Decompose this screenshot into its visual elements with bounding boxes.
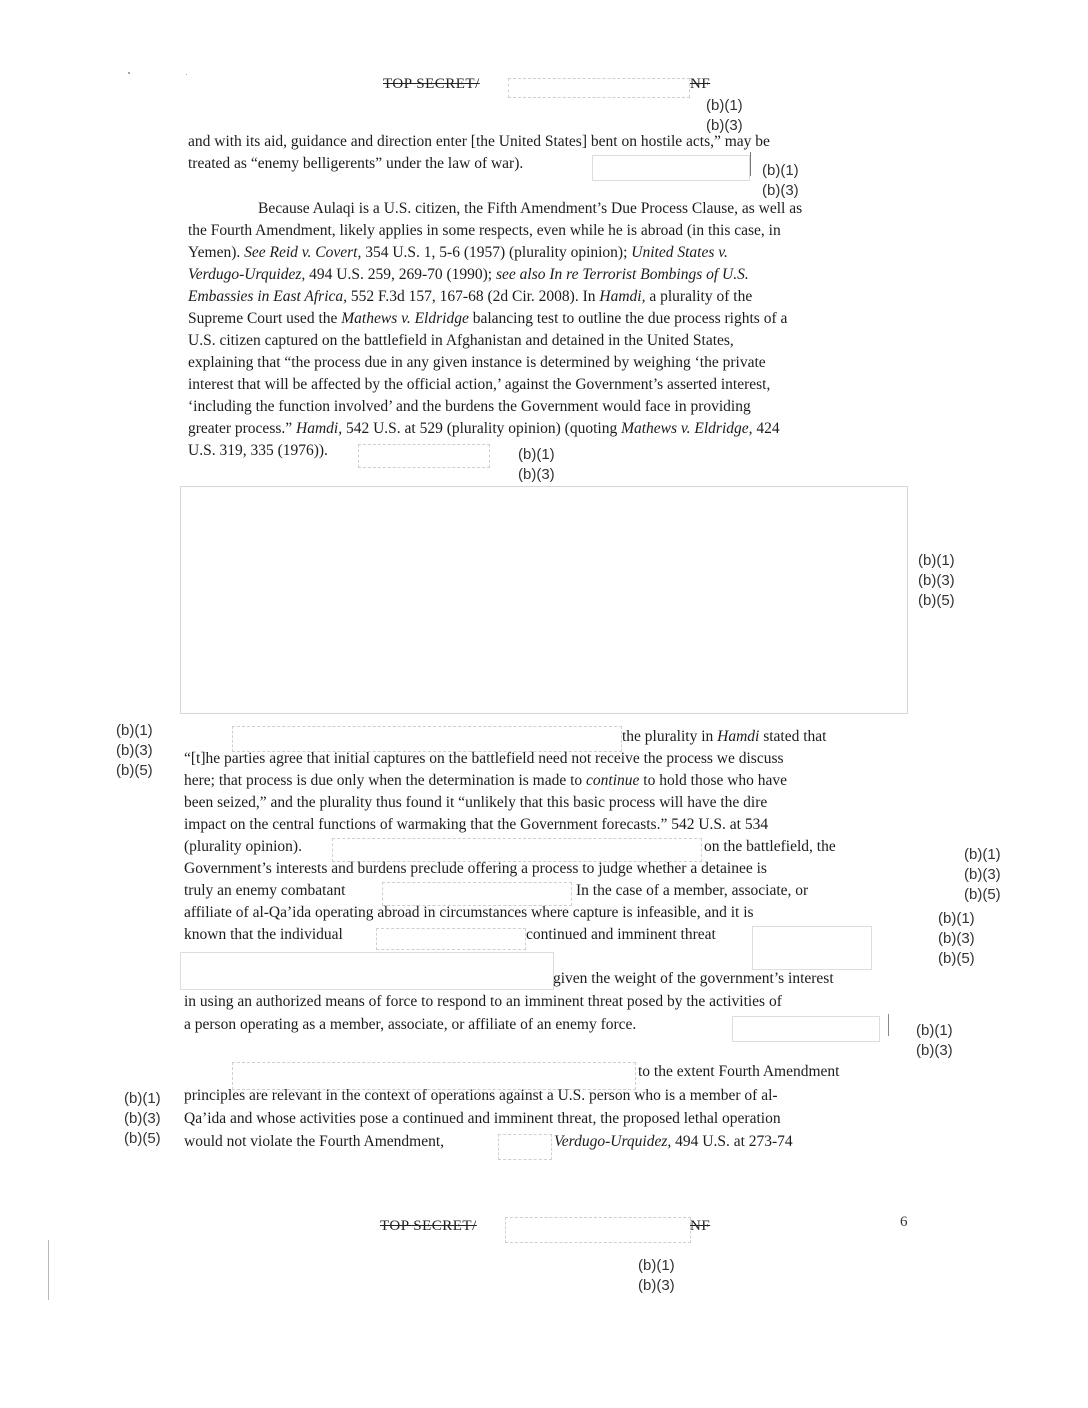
text-span: here; that process is due only when the determination is made to	[184, 772, 583, 789]
exemption-code: (b)(3)	[706, 117, 743, 134]
text-span: the plurality in	[622, 728, 714, 745]
text-line: a person operating as a member, associate, or affiliate of an enemy force.	[184, 1016, 637, 1033]
case-citation: United States v.	[631, 244, 728, 261]
text-line: In the case of a member, associate, or	[576, 882, 809, 899]
exemption-code: (b)(1)	[638, 1257, 675, 1274]
text-line: treated as “enemy belligerents” under the law of war).	[188, 155, 524, 172]
case-citation: Mathews v. Eldridge	[341, 310, 469, 327]
redaction-box	[592, 155, 750, 181]
text-span: stated that	[763, 728, 827, 745]
exemption-label-p3-left	[116, 721, 153, 781]
text-line: “[t]he parties agree that initial captures on the battlefield need not receive the process we discuss	[184, 750, 784, 767]
text-line: U.S. citizen captured on the battlefield in Afghanistan and detained in the United States,	[188, 332, 734, 349]
exemption-code: (b)(1)	[116, 722, 153, 739]
exemption-code: (b)(3)	[964, 866, 1001, 883]
text-line: Qa’ida and whose activities pose a continued and imminent threat, the proposed lethal operation	[184, 1110, 781, 1127]
exemption-code: (b)(3)	[116, 742, 153, 759]
classification-header	[383, 76, 480, 93]
text-line: and with its aid, guidance and direction enter [the United States] bent on hostile acts,” may be	[188, 133, 770, 150]
case-citation: Verdugo-Urquidez,	[554, 1133, 672, 1150]
exemption-code: (b)(5)	[964, 886, 1001, 903]
exemption-code: (b)(3)	[938, 930, 975, 947]
text-line: impact on the central functions of warmaking that the Government forecasts.” 542 U.S. at 534	[184, 816, 769, 833]
exemption-label-threat	[938, 909, 975, 969]
text-line	[188, 266, 749, 284]
classification-prefix: TOP SECRET/	[380, 1218, 477, 1234]
text-line: continued and imminent threat	[526, 926, 716, 943]
text-line: principles are relevant in the context of operations against a U.S. person who is a member of al-	[184, 1087, 778, 1104]
redaction-box	[232, 726, 622, 752]
text-line: (plurality opinion).	[184, 838, 302, 855]
text-span: Supreme Court used the	[188, 310, 338, 327]
redaction-edge	[750, 152, 751, 176]
text-span: 494 U.S. 259, 269-70 (1990);	[309, 266, 493, 283]
redaction-box	[505, 1217, 691, 1243]
exemption-label-p4-left	[124, 1089, 161, 1149]
text-line	[188, 244, 728, 262]
exemption-code: (b)(5)	[918, 592, 955, 609]
classification-suffix-header	[690, 76, 710, 93]
redaction-box	[332, 838, 702, 862]
scan-speck	[128, 72, 130, 74]
text-span: balancing test to outline the due process rights of a	[472, 310, 788, 327]
exemption-code: (b)(5)	[116, 762, 153, 779]
exemption-code: (b)(5)	[124, 1130, 161, 1147]
case-citation: Mathews v. Eldridge,	[621, 420, 753, 437]
exemption-code: (b)(1)	[706, 97, 743, 114]
text-line: would not violate the Fourth Amendment,	[184, 1133, 445, 1150]
exemption-label-p1	[762, 161, 799, 201]
text-line: explaining that “the process due in any given instance is determined by weighing ‘the private	[188, 354, 766, 371]
exemption-label-footer	[638, 1256, 675, 1296]
exemption-label-p3-right	[964, 845, 1001, 905]
text-line: on the battlefield, the	[704, 838, 836, 855]
redaction-box	[232, 1062, 636, 1090]
redaction-box	[382, 882, 572, 906]
text-line: in using an authorized means of force to respond to an imminent threat posed by the activities of	[184, 993, 782, 1010]
text-span: to hold those who have	[643, 772, 788, 789]
text-span: 424	[756, 420, 780, 437]
exemption-code: (b)(3)	[638, 1277, 675, 1294]
redaction-box	[376, 928, 526, 950]
text-line: Because Aulaqi is a U.S. citizen, the Fifth Amendment’s Due Process Clause, as well as	[258, 200, 803, 217]
exemption-label-p2	[518, 445, 555, 485]
exemption-code: (b)(3)	[916, 1042, 953, 1059]
text-line: U.S. 319, 335 (1976)).	[188, 442, 328, 459]
emphasis: continue	[586, 772, 640, 789]
exemption-code: (b)(3)	[518, 466, 555, 483]
text-line	[622, 728, 827, 746]
exemption-label-header	[706, 96, 743, 136]
exemption-code: (b)(1)	[762, 162, 799, 179]
text-line: Government’s interests and burdens preclude offering a process to judge whether a detainee is	[184, 860, 767, 877]
exemption-code: (b)(5)	[938, 950, 975, 967]
redaction-box	[508, 78, 690, 98]
classification-prefix: TOP SECRET/	[383, 76, 480, 92]
text-line: interest that will be affected by the official action,’ against the Government’s asserted interest,	[188, 376, 771, 393]
exemption-code: (b)(1)	[964, 846, 1001, 863]
exemption-code: (b)(3)	[124, 1110, 161, 1127]
case-citation: See Reid v. Covert,	[244, 244, 362, 261]
text-line	[188, 288, 752, 306]
text-line: been seized,” and the plurality thus found it “unlikely that this basic process will have the dire	[184, 794, 768, 811]
exemption-code: (b)(1)	[918, 552, 955, 569]
exemption-code: (b)(3)	[762, 182, 799, 199]
text-line: affiliate of al-Qa’ida operating abroad in circumstances where capture is infeasible, and it is	[184, 904, 754, 921]
text-line	[554, 1133, 793, 1151]
redaction-box	[752, 926, 872, 970]
redaction-box	[358, 444, 490, 468]
classification-footer	[380, 1218, 477, 1235]
exemption-code: (b)(3)	[918, 572, 955, 589]
exemption-code: (b)(1)	[916, 1022, 953, 1039]
text-span: 354 U.S. 1, 5-6 (1957) (plurality opinion);	[365, 244, 628, 261]
redaction-box	[498, 1134, 552, 1160]
exemption-code: (b)(1)	[124, 1090, 161, 1107]
redaction-block-large	[180, 486, 908, 714]
classification-suffix-footer	[690, 1218, 710, 1235]
case-citation: Hamdi	[717, 728, 760, 745]
case-citation: Hamdi,	[296, 420, 343, 437]
scan-edge-mark	[48, 1240, 49, 1300]
classification-suffix: NF	[690, 1218, 711, 1234]
text-line: the Fourth Amendment, likely applies in some respects, even while he is abroad (in this case, in	[188, 222, 781, 239]
exemption-label-force	[916, 1021, 953, 1061]
case-citation: see also In re Terrorist Bombings of U.S.	[495, 266, 749, 283]
text-line: given the weight of the government’s interest	[553, 970, 834, 987]
redaction-edge	[888, 1014, 889, 1036]
exemption-code: (b)(1)	[938, 910, 975, 927]
text-line	[188, 420, 780, 438]
exemption-code: (b)(1)	[518, 446, 555, 463]
page-number: 6	[900, 1214, 908, 1230]
redaction-box	[180, 952, 554, 990]
text-span: greater process.”	[188, 420, 293, 437]
case-citation: Verdugo-Urquidez,	[188, 266, 306, 283]
text-line	[184, 772, 787, 790]
case-citation: Hamdi,	[599, 288, 646, 305]
case-citation: Embassies in East Africa,	[188, 288, 348, 305]
text-span: 552 F.3d 157, 167-68 (2d Cir. 2008). In	[350, 288, 596, 305]
text-span: Yemen).	[188, 244, 241, 261]
text-span: a plurality of the	[649, 288, 753, 305]
text-line: known that the individual	[184, 926, 343, 943]
scan-speck	[186, 74, 187, 75]
redaction-box	[732, 1016, 880, 1042]
classification-suffix: NF	[690, 76, 711, 92]
text-line	[188, 310, 787, 328]
text-span: 542 U.S. at 529 (plurality opinion) (quoting	[345, 420, 618, 437]
text-line: truly an enemy combatant	[184, 882, 346, 899]
exemption-label-large-block	[918, 551, 955, 611]
text-line: to the extent Fourth Amendment	[638, 1063, 840, 1080]
text-span: 494 U.S. at 273-74	[675, 1133, 793, 1150]
text-line: ‘including the function involved’ and the burdens the Government would face in providing	[188, 398, 751, 415]
